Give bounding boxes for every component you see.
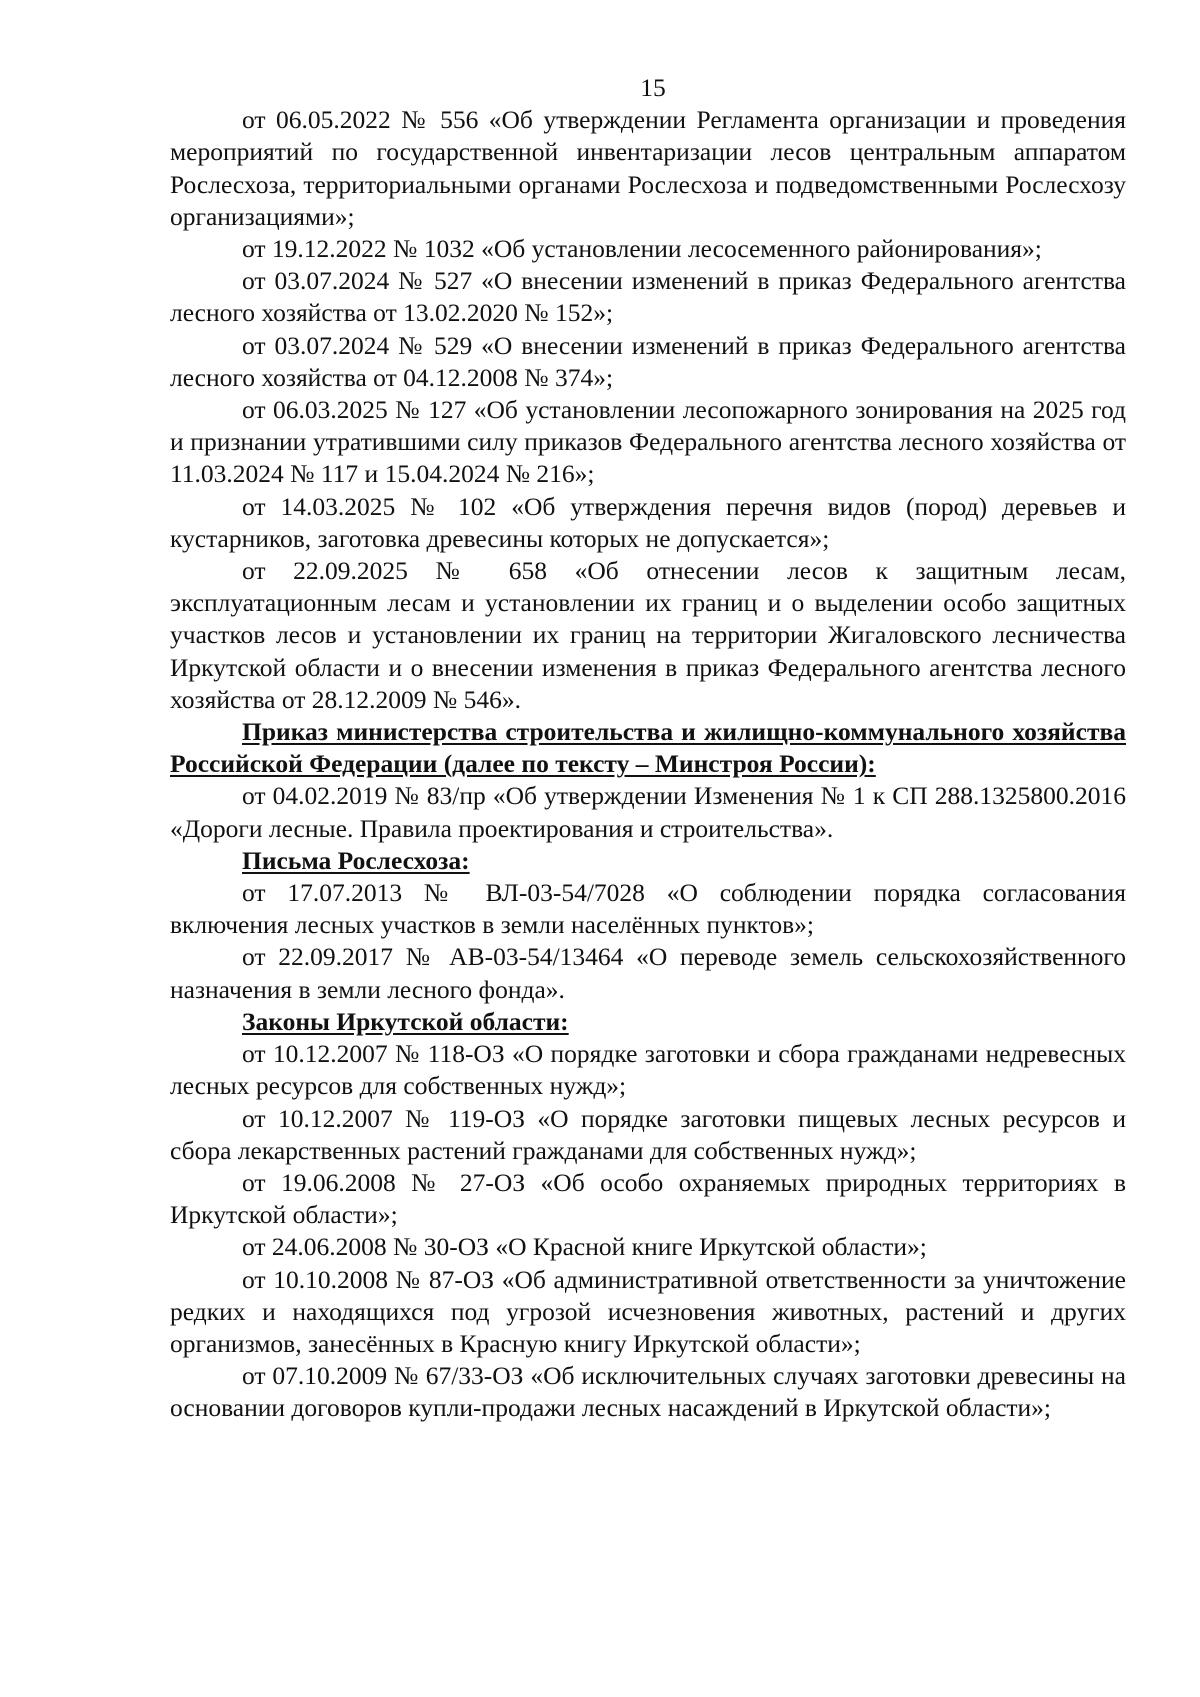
order-item: от 04.02.2019 № 83/пр «Об утверждении Изменения № 1 к СП 288.1325800.2016 «Дороги лесные. Правила проектирования и строительства». — [170, 781, 1126, 843]
law-item: от 24.06.2008 № 30-ОЗ «О Красной книге Иркутской области»; — [242, 1232, 927, 1262]
order-item: от 14.03.2025 № 102 «Об утверждения перечня видов (пород) деревьев и кустарников, заготовка древесины которых не допускается»; — [170, 491, 1126, 553]
section-heading-laws: Законы Иркутской области: — [242, 1006, 569, 1036]
order-item: от 03.07.2024 № 527 «О внесении изменений в приказ Федерального агентства лесного хозяйства от 13.02.2020 № 152»; — [170, 266, 1126, 328]
order-item: от 03.07.2024 № 529 «О внесении изменений в приказ Федерального агентства лесного хозяйства от 04.12.2008 № 374»; — [170, 330, 1126, 392]
section-heading-minstroy: Приказ министерства строительства и жилищно-коммунального хозяйства Российской Федерации (далее по тексту – Минстроя России): — [170, 717, 1126, 779]
law-item: от 19.06.2008 № 27-ОЗ «Об особо охраняемых природных территориях в Иркутской области»; — [170, 1167, 1126, 1230]
letter-item: от 22.09.2017 № АВ-03-54/13464 «О переводе земель сельскохозяйственного назначения в земли лесного фонда». — [170, 942, 1126, 1004]
order-item: от 22.09.2025 № 658 «Об отнесении лесов к защитным лесам, эксплуатационным лесам и установлении их границ и о выделении особо защитных участков лесов и установлении их границ на территории Жигаловского лесничества Иркутской области и о внесении изменения в приказ Федерального агентства лесного хозяйства от 28.12.2009 № 546». — [170, 556, 1126, 714]
order-item: от 19.12.2022 № 1032 «Об установлении лесосеменного районирования»; — [242, 234, 1042, 264]
law-item: от 10.12.2007 № 118-ОЗ «О порядке заготовки и сбора гражданами недревесных лесных ресурсов для собственных нужд»; — [170, 1039, 1126, 1101]
page-number: 15 — [640, 73, 666, 102]
letter-item: от 17.07.2013 № ВЛ-03-54/7028 «О соблюдении порядка согласования включения лесных участков в земли населённых пунктов»; — [170, 878, 1126, 940]
law-item: от 10.10.2008 № 87-ОЗ «Об административной ответственности за уничтожение редких и находящихся под угрозой исчезновения животных, растений и других организмов, занесённых в Красную книгу Иркутской области»; — [170, 1264, 1126, 1358]
law-item: от 07.10.2009 № 67/33-ОЗ «Об исключительных случаях заготовки древесины на основании договоров купли-продажи лесных насаждений в Иркутской области»; — [170, 1361, 1126, 1423]
order-item: от 06.05.2022 № 556 «Об утверждении Регламента организации и проведения мероприятий по государственной инвентаризации лесов центральным аппаратом Рослесхоза, территориальными органами Рослесхоза и подведомственными Рослесхозу организациями»; — [170, 105, 1126, 231]
law-item: от 10.12.2007 № 119-ОЗ «О порядке заготовки пищевых лесных ресурсов и сбора лекарственных растений гражданами для собственных нужд»; — [170, 1103, 1126, 1165]
section-heading-letters: Письма Рослесхоза: — [242, 845, 470, 875]
order-item: от 06.03.2025 № 127 «Об установлении лесопожарного зонирования на 2025 год и признании утратившими силу приказов Федерального агентства лесного хозяйства от 11.03.2024 № 117 и 15.04.2024 № 216»; — [170, 395, 1126, 489]
